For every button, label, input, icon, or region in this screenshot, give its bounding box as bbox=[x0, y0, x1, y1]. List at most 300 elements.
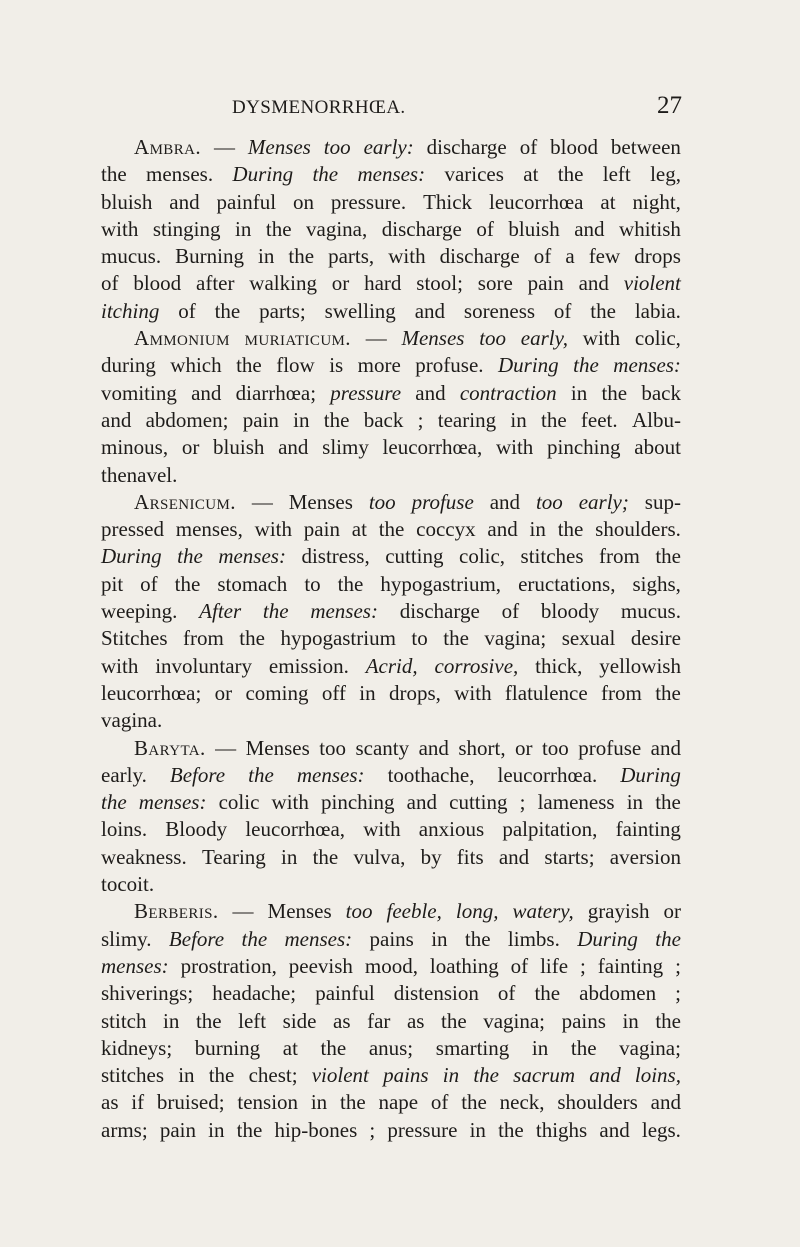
text-line bbox=[101, 653, 681, 680]
word: the bbox=[241, 926, 268, 951]
word: off bbox=[321, 680, 346, 705]
word: Before bbox=[168, 926, 225, 951]
word: During bbox=[577, 926, 638, 951]
word: as bbox=[406, 1008, 425, 1033]
word: the bbox=[239, 626, 265, 651]
word: During bbox=[101, 544, 162, 569]
word: and bbox=[487, 517, 518, 542]
word: shoulders bbox=[557, 1090, 638, 1115]
word: the bbox=[195, 1008, 222, 1033]
word: ; bbox=[675, 981, 681, 1006]
word: or bbox=[663, 899, 681, 924]
word: menses: bbox=[613, 353, 681, 378]
word: slimy. bbox=[101, 926, 152, 951]
word: discharge bbox=[381, 216, 462, 241]
page-number: 27 bbox=[657, 92, 682, 119]
word: and bbox=[574, 216, 605, 241]
word: Ammonium bbox=[134, 326, 230, 351]
word: of bbox=[430, 1090, 449, 1115]
word: in bbox=[293, 407, 310, 432]
word: the bbox=[262, 599, 289, 624]
word: bluish bbox=[508, 216, 560, 241]
word: legs. bbox=[641, 1117, 681, 1142]
word: slimy bbox=[322, 435, 369, 460]
word: anxious bbox=[418, 817, 485, 842]
word: pain bbox=[242, 407, 279, 432]
word: feeble, bbox=[386, 899, 442, 924]
word: the bbox=[601, 380, 628, 405]
word: — bbox=[215, 735, 237, 760]
word: ; bbox=[519, 790, 526, 815]
word: to bbox=[304, 571, 321, 596]
word: soreness bbox=[463, 298, 536, 323]
word: blood bbox=[133, 271, 182, 296]
word: which bbox=[170, 353, 222, 378]
word: Menses bbox=[288, 489, 353, 514]
text-line bbox=[101, 407, 681, 434]
word: menses: bbox=[310, 599, 378, 624]
text-line bbox=[101, 735, 681, 762]
word: discharge bbox=[439, 244, 520, 269]
word: varices bbox=[444, 162, 504, 187]
word: the bbox=[557, 162, 584, 187]
word: as bbox=[333, 1008, 351, 1033]
word: from bbox=[601, 680, 642, 705]
text-line bbox=[101, 325, 681, 352]
word: early. bbox=[101, 762, 147, 787]
word: stitches bbox=[520, 544, 584, 569]
text-line bbox=[101, 134, 681, 161]
word: the bbox=[101, 162, 127, 187]
text-line bbox=[101, 434, 681, 461]
word: leg, bbox=[650, 162, 681, 187]
word: eructations, bbox=[518, 571, 616, 596]
word: Before bbox=[169, 762, 226, 787]
word: pain bbox=[159, 1117, 196, 1142]
word: the bbox=[557, 517, 584, 542]
word: painful bbox=[216, 189, 277, 214]
word: and bbox=[418, 735, 449, 760]
word: painful bbox=[315, 981, 375, 1006]
word: ; bbox=[417, 407, 424, 432]
word: Thick bbox=[423, 189, 473, 214]
word: pressure bbox=[387, 1117, 458, 1142]
word: feet. bbox=[580, 407, 618, 432]
word: Ambra. bbox=[134, 135, 201, 159]
word: at bbox=[523, 162, 539, 187]
word: prostration, bbox=[180, 953, 277, 978]
word: of bbox=[497, 981, 516, 1006]
word: the bbox=[473, 1063, 499, 1088]
word: ; bbox=[675, 953, 681, 978]
word: by bbox=[420, 844, 442, 869]
text-line bbox=[101, 1089, 681, 1116]
text-line bbox=[101, 543, 681, 570]
word: Acrid, bbox=[365, 653, 418, 678]
word: with bbox=[271, 790, 309, 815]
word: in bbox=[281, 844, 298, 869]
word: far bbox=[367, 1008, 391, 1033]
word: the bbox=[101, 462, 127, 487]
word: shoulders. bbox=[595, 517, 681, 542]
word: sighs, bbox=[632, 571, 681, 596]
word: the bbox=[534, 981, 561, 1006]
word: early, bbox=[520, 326, 569, 351]
word: stomach bbox=[217, 571, 288, 596]
word: fainting bbox=[597, 953, 664, 978]
word: in bbox=[208, 1117, 225, 1142]
word: to bbox=[101, 872, 118, 897]
word: in bbox=[178, 1063, 195, 1088]
word: left bbox=[238, 1008, 267, 1033]
word: distress, bbox=[301, 544, 370, 569]
text-line bbox=[101, 1062, 681, 1089]
word: fainting bbox=[615, 817, 681, 842]
text-line bbox=[101, 953, 681, 980]
word: early; bbox=[578, 489, 629, 514]
word: watery, bbox=[512, 899, 574, 924]
word: ; bbox=[580, 953, 586, 978]
word: of bbox=[533, 244, 552, 269]
word: sexual bbox=[561, 626, 616, 651]
word: early: bbox=[363, 135, 414, 159]
word: the bbox=[655, 1008, 681, 1033]
word: cutting bbox=[449, 790, 508, 815]
word: Tearing bbox=[201, 844, 266, 869]
word: in bbox=[570, 380, 588, 405]
word: too bbox=[323, 135, 351, 159]
text-line bbox=[101, 625, 681, 652]
word: in bbox=[258, 244, 275, 269]
word: toothache, bbox=[387, 762, 475, 787]
word: Baryta. bbox=[134, 735, 206, 760]
word: Menses bbox=[267, 899, 332, 924]
word: muriaticum. bbox=[244, 326, 351, 351]
word: bruised; bbox=[156, 1090, 225, 1115]
word: from bbox=[182, 626, 224, 651]
word: vomiting bbox=[101, 380, 177, 405]
word: or bbox=[181, 435, 200, 460]
word: the bbox=[323, 407, 350, 432]
word: the bbox=[443, 626, 469, 651]
word: profuse bbox=[411, 489, 474, 514]
word: parts, bbox=[328, 244, 375, 269]
word: in bbox=[531, 1035, 549, 1060]
word: the bbox=[339, 1090, 366, 1115]
word: back bbox=[363, 407, 404, 432]
word: the bbox=[312, 162, 339, 187]
word: — bbox=[213, 135, 235, 159]
word: pains bbox=[369, 926, 414, 951]
text-line bbox=[101, 243, 681, 270]
word: with bbox=[101, 653, 139, 678]
word: of bbox=[501, 599, 520, 624]
word: coit. bbox=[117, 872, 155, 897]
word: the bbox=[236, 1117, 263, 1142]
word: stitches bbox=[101, 1063, 164, 1088]
word: life bbox=[540, 953, 569, 978]
word: bluish bbox=[101, 189, 153, 214]
word: palpitation, bbox=[502, 817, 598, 842]
word: of bbox=[519, 135, 538, 159]
word: the bbox=[378, 517, 405, 542]
word: bloody bbox=[540, 599, 600, 624]
text-line bbox=[101, 707, 681, 734]
word: navel. bbox=[126, 462, 178, 487]
word: leucorrhœa; bbox=[101, 680, 202, 705]
word: left bbox=[602, 162, 631, 187]
word: of bbox=[510, 953, 529, 978]
text-line bbox=[101, 380, 681, 407]
word: hip-bones bbox=[274, 1117, 358, 1142]
word: Menses bbox=[401, 326, 465, 351]
word: corrosive, bbox=[434, 653, 519, 678]
word: violent bbox=[311, 1063, 369, 1088]
word: the bbox=[265, 216, 292, 241]
word: — bbox=[232, 899, 254, 924]
word: itching bbox=[101, 298, 160, 323]
word: the bbox=[177, 544, 203, 569]
word: and bbox=[278, 435, 309, 460]
word: the bbox=[320, 1035, 347, 1060]
word: hypogastrium, bbox=[380, 571, 502, 596]
word: the bbox=[337, 571, 364, 596]
word: at bbox=[351, 517, 367, 542]
word: leucorrhœa, bbox=[382, 435, 483, 460]
text-line bbox=[101, 571, 681, 598]
word: tearing bbox=[437, 407, 497, 432]
word: after bbox=[196, 271, 235, 296]
text-line bbox=[101, 516, 681, 543]
word: Stitches bbox=[101, 626, 168, 651]
word: cutting bbox=[385, 544, 444, 569]
word: desire bbox=[630, 626, 681, 651]
page-header bbox=[232, 92, 682, 120]
word: the bbox=[214, 298, 241, 323]
word: too bbox=[535, 489, 563, 514]
word: too bbox=[479, 326, 507, 351]
word: pit bbox=[101, 571, 124, 596]
word: mucus. bbox=[101, 244, 162, 269]
word: in bbox=[529, 517, 546, 542]
word: from bbox=[599, 544, 640, 569]
word: vagina; bbox=[619, 1035, 681, 1060]
word: vagina; bbox=[483, 1008, 546, 1033]
word: the bbox=[540, 407, 567, 432]
word: yellowish bbox=[599, 653, 681, 678]
word: in bbox=[310, 1090, 328, 1115]
word: colic, bbox=[459, 544, 506, 569]
word: violent bbox=[623, 271, 681, 296]
word: and bbox=[191, 380, 222, 405]
word: emission. bbox=[268, 653, 349, 678]
text-line bbox=[101, 898, 681, 925]
word: blood bbox=[550, 135, 598, 159]
word: too bbox=[368, 489, 396, 514]
word: flatulence bbox=[504, 680, 588, 705]
word: vagina; bbox=[484, 626, 547, 651]
word: During bbox=[620, 762, 681, 787]
word: walking bbox=[249, 271, 317, 296]
word: aversion bbox=[609, 844, 681, 869]
word: Berberis. bbox=[134, 899, 219, 924]
word: burning bbox=[194, 1035, 261, 1060]
word: discharge bbox=[399, 599, 480, 624]
word: pain bbox=[303, 517, 340, 542]
word: sore bbox=[477, 271, 513, 296]
word: the bbox=[101, 790, 127, 815]
word: swelling bbox=[324, 298, 396, 323]
word: the bbox=[248, 762, 274, 787]
word: Bloody bbox=[165, 817, 228, 842]
text-line bbox=[101, 1035, 681, 1062]
word: pressure. bbox=[330, 189, 407, 214]
word: scanty bbox=[355, 735, 410, 760]
word: — bbox=[251, 489, 273, 514]
word: menses: bbox=[357, 162, 426, 187]
text-line bbox=[101, 298, 681, 325]
word: the bbox=[655, 544, 681, 569]
word: menses: bbox=[284, 926, 353, 951]
word: leucorrhœa, bbox=[245, 817, 346, 842]
word: in bbox=[235, 216, 252, 241]
word: neck, bbox=[499, 1090, 545, 1115]
word: the bbox=[174, 571, 201, 596]
word: the bbox=[208, 1063, 235, 1088]
word: to bbox=[411, 626, 428, 651]
word: of bbox=[178, 298, 196, 323]
word: distension bbox=[393, 981, 479, 1006]
text-line bbox=[101, 980, 681, 1007]
word: the bbox=[236, 353, 262, 378]
word: the bbox=[570, 1035, 597, 1060]
word: ; bbox=[369, 1117, 376, 1142]
text-line bbox=[101, 352, 681, 379]
word: Menses bbox=[245, 735, 310, 760]
word: drops, bbox=[388, 680, 441, 705]
word: menses, bbox=[175, 517, 243, 542]
word: at bbox=[282, 1035, 298, 1060]
word: leucorrhœa. bbox=[497, 762, 598, 787]
word: mood, bbox=[364, 953, 418, 978]
word: and bbox=[498, 844, 530, 869]
word: few bbox=[588, 244, 621, 269]
word: during bbox=[101, 353, 156, 378]
word: and bbox=[578, 271, 609, 296]
word: stool; bbox=[416, 271, 463, 296]
word: the bbox=[441, 1008, 467, 1033]
word: hard bbox=[364, 271, 402, 296]
word: limbs. bbox=[507, 926, 560, 951]
word: the bbox=[312, 844, 339, 869]
word: the bbox=[464, 926, 491, 951]
word: loins. bbox=[101, 817, 148, 842]
word: pains bbox=[561, 1008, 606, 1033]
running-head: DYSMENORRHŒA. bbox=[232, 97, 406, 118]
word: — bbox=[365, 326, 387, 351]
word: drops bbox=[634, 244, 681, 269]
word: and bbox=[599, 1117, 630, 1142]
word: diarrhœa; bbox=[235, 380, 317, 405]
word: lameness bbox=[537, 790, 615, 815]
word: or bbox=[214, 680, 233, 705]
word: sup- bbox=[644, 489, 681, 514]
word: back bbox=[641, 380, 681, 405]
word: loins, bbox=[634, 1063, 681, 1088]
word: pressed bbox=[101, 517, 164, 542]
word: Burning bbox=[175, 244, 244, 269]
text-line bbox=[101, 462, 681, 489]
word: in bbox=[510, 407, 527, 432]
text-line bbox=[101, 789, 681, 816]
word: grayish bbox=[587, 899, 650, 924]
word: pinching bbox=[321, 790, 395, 815]
word: coming bbox=[245, 680, 309, 705]
word: too bbox=[541, 735, 569, 760]
word: profuse. bbox=[415, 353, 484, 378]
word: profuse bbox=[578, 735, 642, 760]
word: vulva, bbox=[353, 844, 406, 869]
word: and bbox=[406, 790, 437, 815]
word: and bbox=[415, 380, 446, 405]
word: in bbox=[622, 1008, 639, 1033]
word: with bbox=[363, 817, 401, 842]
word: nape bbox=[378, 1090, 419, 1115]
word: as bbox=[101, 1090, 119, 1115]
word: the bbox=[288, 244, 315, 269]
word: with bbox=[254, 517, 292, 542]
word: and bbox=[489, 489, 521, 514]
word: if bbox=[131, 1090, 145, 1115]
word: the bbox=[655, 926, 681, 951]
word: of bbox=[553, 298, 572, 323]
text-line bbox=[101, 216, 681, 243]
word: arms; bbox=[101, 1117, 148, 1142]
word: with bbox=[388, 244, 426, 269]
word: labia. bbox=[634, 298, 681, 323]
word: weeping. bbox=[101, 599, 178, 624]
word: between bbox=[610, 135, 681, 159]
word: the bbox=[573, 353, 599, 378]
word: After bbox=[199, 599, 242, 624]
word: or bbox=[515, 735, 533, 760]
word: minous, bbox=[101, 435, 169, 460]
text-line bbox=[101, 871, 681, 898]
text-line bbox=[101, 270, 681, 297]
word: at bbox=[600, 189, 616, 214]
word: involuntary bbox=[155, 653, 253, 678]
word: contraction bbox=[459, 380, 557, 405]
word: on bbox=[292, 189, 314, 214]
word: bluish bbox=[213, 435, 265, 460]
word: with bbox=[454, 680, 492, 705]
word: pains bbox=[383, 1063, 429, 1088]
word: During bbox=[232, 162, 294, 187]
word: short, bbox=[458, 735, 506, 760]
word: the bbox=[461, 1090, 487, 1115]
word: in bbox=[442, 1063, 460, 1088]
word: in bbox=[469, 1117, 486, 1142]
word: about bbox=[634, 435, 681, 460]
word: and bbox=[414, 298, 446, 323]
word: fits bbox=[456, 844, 484, 869]
word: stitch bbox=[101, 1008, 147, 1033]
word: of bbox=[140, 571, 158, 596]
word: the bbox=[498, 1117, 524, 1142]
word: loathing bbox=[429, 953, 499, 978]
word: and bbox=[169, 189, 200, 214]
text-line bbox=[101, 598, 681, 625]
